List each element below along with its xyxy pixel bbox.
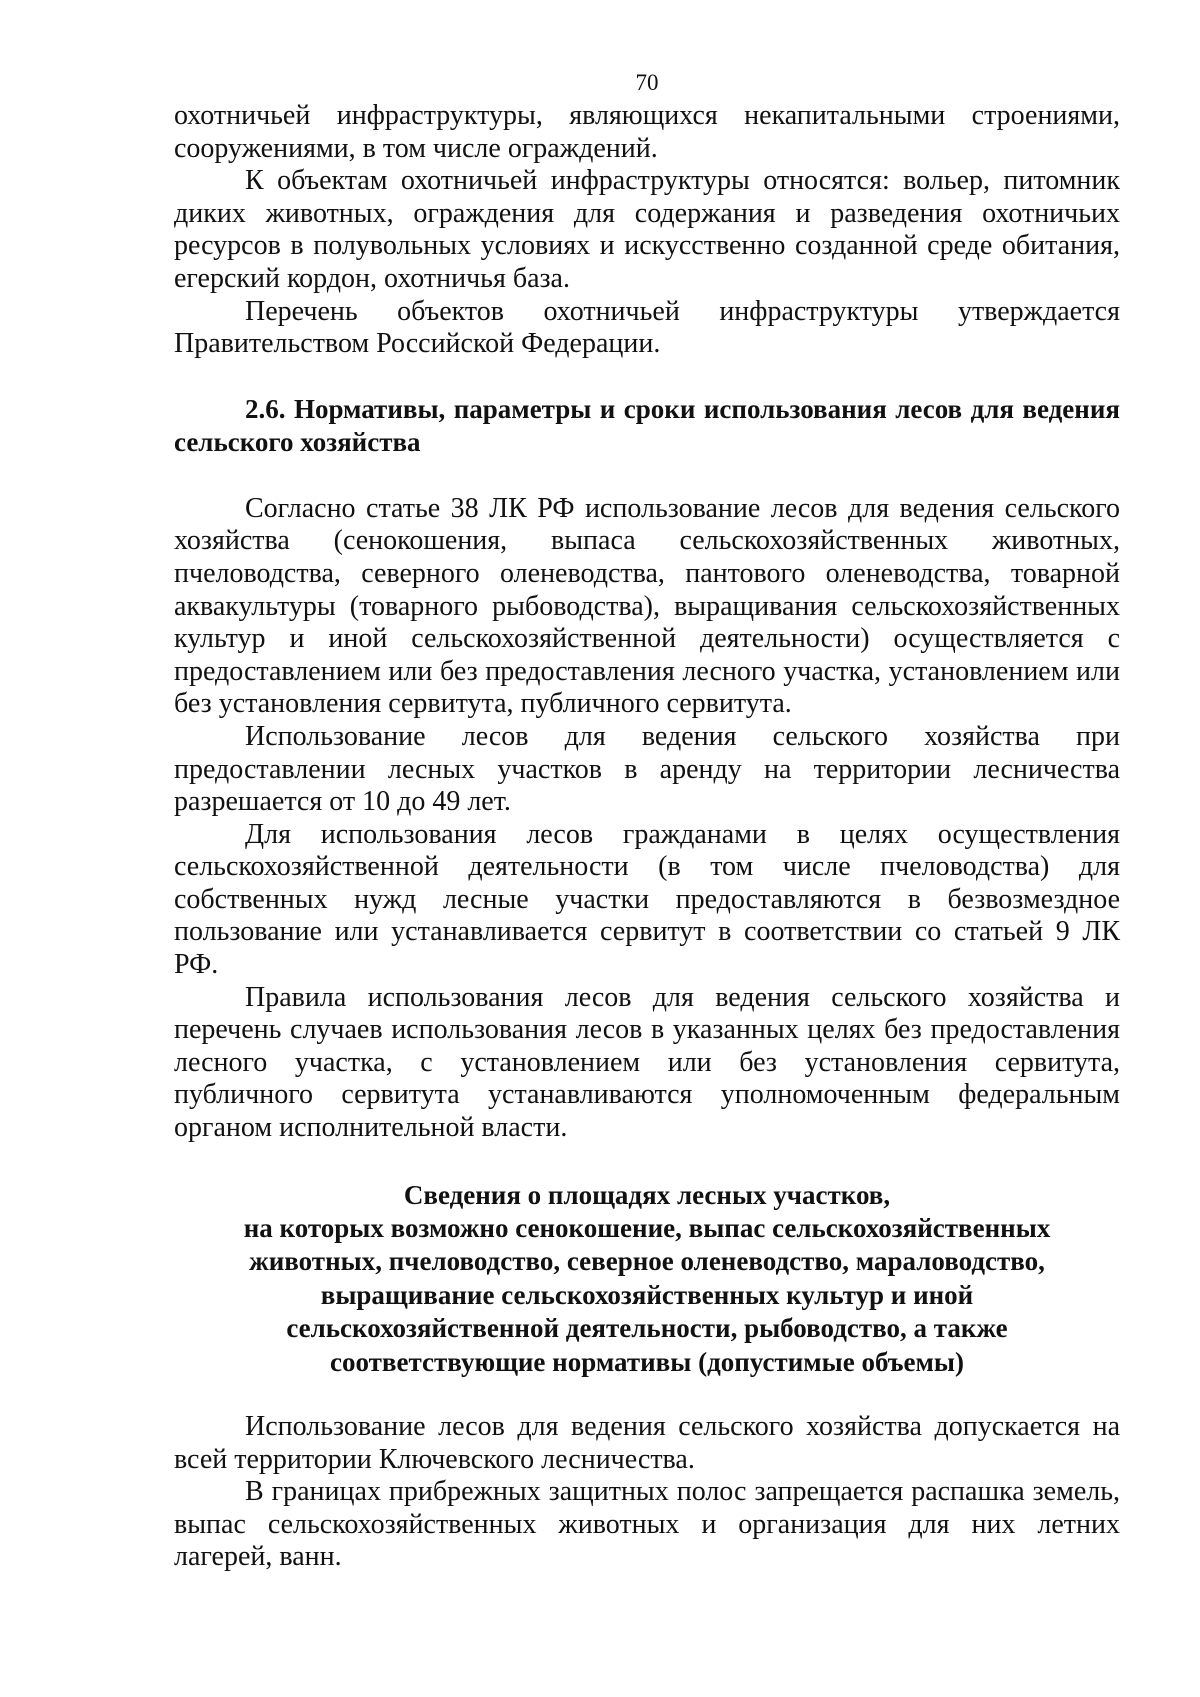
- section-heading: 2.6. Нормативы, параметры и сроки использования лесов для ведения сельского хозяйства: [174, 393, 1120, 457]
- info-heading-line: Сведения о площадях лесных участков,: [403, 1179, 891, 1210]
- paragraph: К объектам охотничьей инфраструктуры относятся: вольер, питомник диких животных, ограждения для содержания и разведения охотничьих ресурсов в полувольных условиях и искусственно созданной среде обитания, егерский кордон, охотничья база.: [174, 165, 1120, 294]
- paragraph-continuation: охотничьей инфраструктуры, являющихся некапитальными строениями, сооружениями, в том числе ограждений.: [174, 100, 1120, 164]
- info-heading-line: животных, пчеловодство, северное оленеводство, мараловодство,: [249, 1246, 1045, 1277]
- paragraph: Правила использования лесов для ведения сельского хозяйства и перечень случаев использования лесов в указанных целях без предоставления лесного участка, с установлением или без установления сервитута, публичного сервитута устанавливаются уполномоченным федеральным органом исполнительной власти.: [174, 981, 1120, 1144]
- info-heading-line: соответствующие нормативы (допустимые объемы): [330, 1346, 964, 1377]
- info-heading-line: выращивание сельскохозяйственных культур и иной: [320, 1279, 974, 1310]
- paragraph: Для использования лесов гражданами в целях осуществления сельскохозяйственной деятельности (в том числе пчеловодства) для собственных нужд лесные участки предоставляются в безвозмездное пользование или устанавливается сервитут в соответствии со статьей 9 ЛК РФ.: [174, 818, 1120, 981]
- info-heading: [174, 1179, 1120, 1379]
- paragraph: Использование лесов для ведения сельского хозяйства допускается на всей территории Ключевского лесничества.: [174, 1411, 1120, 1475]
- info-heading-line: на которых возможно сенокошение, выпас сельскохозяйственных: [243, 1213, 1051, 1244]
- paragraph: В границах прибрежных защитных полос запрещается распашка земель, выпас сельскохозяйственных животных и организация для них летних лагерей, ванн.: [174, 1476, 1120, 1573]
- info-heading-line: сельскохозяйственной деятельности, рыбоводство, а также: [286, 1313, 1008, 1344]
- paragraph: Согласно статье 38 ЛК РФ использование лесов для ведения сельского хозяйства (сенокошения, выпаса сельскохозяйственных животных, пчеловодства, северного оленеводства, пантового оленеводства, товарной аквакультуры (товарного рыбоводства), выращивания сельскохозяйственных культур и иной сельскохозяйственной деятельности) осуществляется с предоставлением или без предоставления лесного участка, установлением или без установления сервитута, публичного сервитута.: [174, 492, 1120, 720]
- page-number: 70: [635, 70, 659, 95]
- paragraph: Использование лесов для ведения сельского хозяйства при предоставлении лесных участков в аренду на территории лесничества разрешается от 10 до 49 лет.: [174, 720, 1120, 818]
- document-page: [174, 68, 1120, 1574]
- paragraph: Перечень объектов охотничьей инфраструктуры утверждается Правительством Российской Федерации.: [174, 295, 1120, 360]
